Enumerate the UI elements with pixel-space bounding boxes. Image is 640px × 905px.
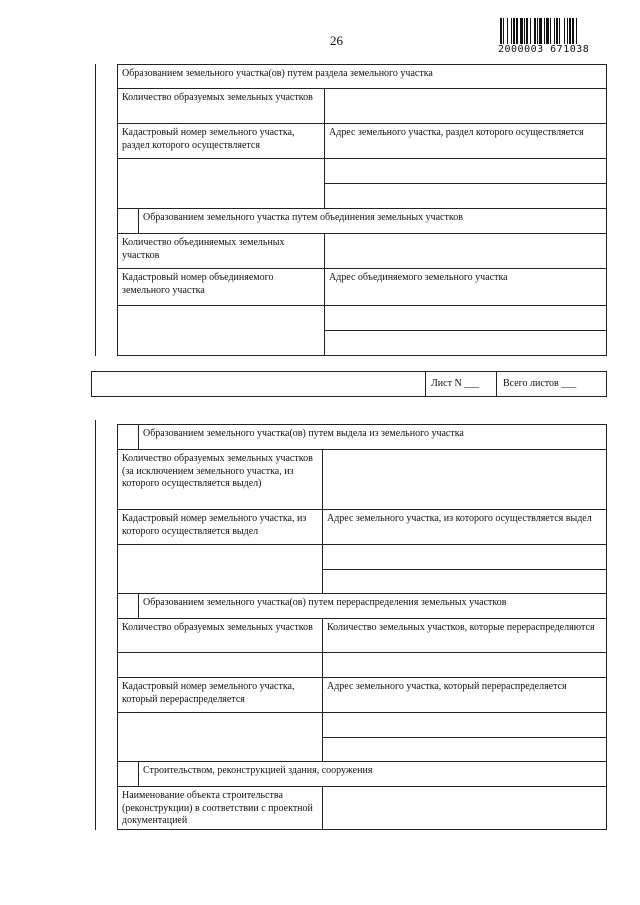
- allocation-address-label: Адрес земельного участка, из которого осуществляется выдел: [327, 513, 592, 524]
- allocation-address-input-2[interactable]: [322, 569, 607, 594]
- division-cadastral-label: Кадастровый номер земельного участка, раздел которого осуществляется: [122, 127, 295, 151]
- section-title-construction: [138, 761, 607, 787]
- redistribution-formed-count-label-cell: [117, 618, 323, 653]
- union-count-input[interactable]: [324, 233, 607, 269]
- redistribution-checkbox[interactable]: [117, 593, 139, 619]
- union-cadastral-label-cell: [117, 268, 325, 306]
- redistribution-count-label: Количество земельных участков, которые перераспределяются: [327, 622, 595, 633]
- redistribution-address-label: Адрес земельного участка, который перераспределяется: [327, 681, 567, 692]
- allocation-count-label: Количество образуемых земельных участков (за исключением земельного участка, из которого осуществляется выдел): [122, 453, 313, 489]
- section-title-division-text: Образованием земельного участка(ов) путем раздела земельного участка: [122, 68, 433, 79]
- union-cadastral-input[interactable]: [117, 305, 325, 356]
- division-count-label: Количество образуемых земельных участков: [122, 92, 313, 103]
- total-sheets-label[interactable]: Всего листов ___: [503, 378, 577, 389]
- redistribution-address-input-2[interactable]: [322, 737, 607, 762]
- section-title-allocation: [138, 424, 607, 450]
- allocation-cadastral-label-cell: [117, 509, 323, 545]
- left-margin-line-2: [95, 420, 96, 830]
- redistribution-count-label-cell: [322, 618, 607, 653]
- division-address-label-cell: [324, 123, 607, 159]
- allocation-count-label-cell: [117, 449, 323, 510]
- section-title-union: [138, 208, 607, 234]
- construction-name-label: Наименование объекта строительства (реконструкции) в соответствии с проектной документацией: [122, 790, 313, 826]
- redistribution-formed-count-label: Количество образуемых земельных участков: [122, 622, 313, 633]
- barcode-number: 2000003 671038: [498, 44, 590, 55]
- division-address-input-1[interactable]: [324, 158, 607, 184]
- union-count-label: Количество объединяемых земельных участков: [122, 237, 285, 261]
- section-title-union-text: Образованием земельного участка путем объединения земельных участков: [143, 212, 463, 223]
- sheet-bar-divider-1: [425, 371, 426, 397]
- left-margin-line: [95, 64, 96, 356]
- construction-name-label-cell: [117, 786, 323, 830]
- construction-checkbox[interactable]: [117, 761, 139, 787]
- union-checkbox[interactable]: [117, 208, 139, 234]
- barcode: [500, 18, 608, 44]
- section-title-division: [117, 64, 607, 89]
- redistribution-formed-count-input[interactable]: [117, 652, 323, 678]
- allocation-address-input-1[interactable]: [322, 544, 607, 570]
- union-cadastral-label: Кадастровый номер объединяемого земельного участка: [122, 272, 274, 296]
- redistribution-address-label-cell: [322, 677, 607, 713]
- union-address-input-1[interactable]: [324, 305, 607, 331]
- section-title-construction-text: Строительством, реконструкцией здания, сооружения: [143, 765, 373, 776]
- division-count-input[interactable]: [324, 88, 607, 124]
- sheet-bar-divider-2: [496, 371, 497, 397]
- allocation-checkbox[interactable]: [117, 424, 139, 450]
- allocation-cadastral-label: Кадастровый номер земельного участка, из которого осуществляется выдел: [122, 513, 307, 537]
- allocation-count-input[interactable]: [322, 449, 607, 510]
- section-title-redistribution: [138, 593, 607, 619]
- sheet-number-label[interactable]: Лист N ___: [431, 378, 480, 389]
- division-address-label: Адрес земельного участка, раздел которого осуществляется: [329, 127, 584, 138]
- redistribution-count-input[interactable]: [322, 652, 607, 678]
- construction-name-input[interactable]: [322, 786, 607, 830]
- section-title-allocation-text: Образованием земельного участка(ов) путем выдела из земельного участка: [143, 428, 464, 439]
- allocation-address-label-cell: [322, 509, 607, 545]
- division-count-label-cell: [117, 88, 325, 124]
- section-title-redistribution-text: Образованием земельного участка(ов) путем перераспределения земельных участков: [143, 597, 507, 608]
- redistribution-address-input-1[interactable]: [322, 712, 607, 738]
- division-cadastral-label-cell: [117, 123, 325, 159]
- page-number: 26: [330, 33, 343, 48]
- allocation-cadastral-input[interactable]: [117, 544, 323, 594]
- redistribution-cadastral-label-cell: [117, 677, 323, 713]
- redistribution-cadastral-label: Кадастровый номер земельного участка, который перераспределяется: [122, 681, 295, 705]
- union-address-label-cell: [324, 268, 607, 306]
- redistribution-cadastral-input[interactable]: [117, 712, 323, 762]
- union-address-label: Адрес объединяемого земельного участка: [329, 272, 508, 283]
- union-count-label-cell: [117, 233, 325, 269]
- union-address-input-2[interactable]: [324, 330, 607, 356]
- division-cadastral-input[interactable]: [117, 158, 325, 209]
- division-address-input-2[interactable]: [324, 183, 607, 209]
